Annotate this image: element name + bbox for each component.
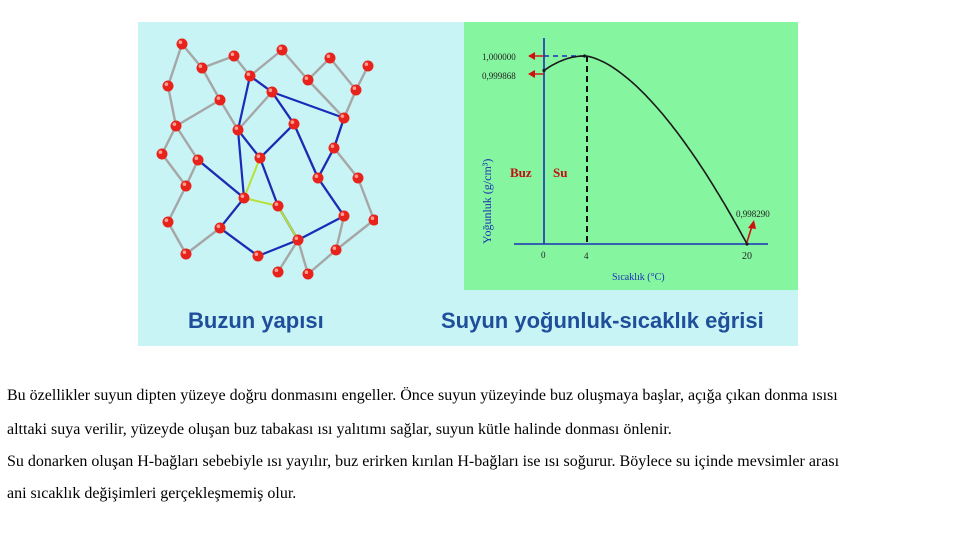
oxygen-atom (277, 45, 288, 56)
caption-ice-structure: Buzun yapısı (188, 308, 324, 333)
body-paragraph-line-2: alttaki suya verilir, yüzeyde oluşan buz tabakası ısı yalıtımı sağlar, suyun kütle halinde donması önlenir. (7, 421, 672, 438)
oxygen-atom (303, 75, 314, 86)
atom-highlight (305, 270, 309, 274)
oxygen-atom (267, 87, 278, 98)
unit-cell-edge (238, 130, 244, 198)
x-axis-label: Sıcaklık (°C) (612, 272, 665, 283)
lattice-bond (334, 148, 358, 178)
atom-highlight (315, 174, 319, 178)
unit-cell-edge (298, 216, 344, 240)
atom-highlight (371, 216, 375, 220)
atom-highlight (217, 96, 221, 100)
atom-highlight (333, 246, 337, 250)
atom-highlight (365, 62, 369, 66)
oxygen-atom (163, 217, 174, 228)
atom-highlight (231, 52, 235, 56)
unit-cell-edge (294, 124, 318, 178)
unit-cell-edge (318, 178, 344, 216)
lattice-bond (308, 250, 336, 274)
y-tick-ice: 0,999868 (482, 71, 516, 81)
lattice-bond (168, 44, 182, 86)
lattice-bond (168, 222, 186, 254)
annotation-20c-density: 0,998290 (736, 209, 770, 219)
atom-highlight (353, 86, 357, 90)
lattice-bond (176, 100, 220, 126)
y-tick-max: 1,000000 (482, 52, 516, 62)
atom-highlight (255, 252, 259, 256)
density-curve (544, 56, 747, 244)
atom-highlight (331, 144, 335, 148)
oxygen-atom (325, 53, 336, 64)
oxygen-atom (339, 211, 350, 222)
atom-highlight (355, 174, 359, 178)
arrowhead-ice-density (528, 70, 535, 78)
atom-highlight (195, 156, 199, 160)
lattice-bond (282, 50, 308, 80)
atom-highlight (183, 250, 187, 254)
region-label-ice: Buz (510, 165, 532, 180)
atom-highlight (235, 126, 239, 130)
ice-lattice-diagram (148, 28, 378, 288)
oxygen-atom (351, 85, 362, 96)
atom-highlight (247, 72, 251, 76)
atom-highlight (341, 212, 345, 216)
lattice-bond (202, 68, 220, 100)
density-point-1 (583, 54, 586, 57)
unit-cell-edge (220, 198, 244, 228)
atom-highlight (275, 268, 279, 272)
oxygen-atom (331, 245, 342, 256)
lattice-bond (250, 50, 282, 76)
oxygen-atom (239, 193, 250, 204)
lattice-bond (358, 178, 374, 220)
caption-density-curve: Suyun yoğunluk-sıcaklık eğrisi (441, 308, 764, 333)
hydrogen-bond (244, 158, 260, 198)
atom-highlight (305, 76, 309, 80)
atom-highlight (217, 224, 221, 228)
atom-highlight (165, 82, 169, 86)
lattice-bond (186, 228, 220, 254)
oxygen-atom (363, 61, 374, 72)
unit-cell-edge (220, 228, 258, 256)
lattice-bond (162, 154, 186, 186)
oxygen-atom (303, 269, 314, 280)
atom-highlight (183, 182, 187, 186)
density-point-2 (745, 242, 748, 245)
lattice-bond (168, 186, 186, 222)
unit-cell-edge (260, 124, 294, 158)
x-tick-4: 4 (584, 251, 589, 261)
density-temperature-chart (464, 22, 798, 290)
oxygen-atom (177, 39, 188, 50)
oxygen-atom (157, 149, 168, 160)
oxygen-atom (313, 173, 324, 184)
density-chart-panel (464, 22, 798, 290)
atom-highlight (291, 120, 295, 124)
oxygen-atom (181, 249, 192, 260)
oxygen-atom (215, 95, 226, 106)
body-paragraph-line-1: Bu özellikler suyun dipten yüzeye doğru donmasını engeller. Önce suyun yüzeyinde buz oluşmaya başlar, açığa çıkan donma ısısı (7, 387, 838, 404)
atom-highlight (199, 64, 203, 68)
oxygen-atom (233, 125, 244, 136)
atom-highlight (279, 46, 283, 50)
atom-highlight (173, 122, 177, 126)
lattice-bond (330, 58, 356, 90)
oxygen-atom (273, 201, 284, 212)
oxygen-atom (353, 173, 364, 184)
unit-cell-edge (198, 160, 244, 198)
atom-highlight (327, 54, 331, 58)
oxygen-atom (273, 267, 284, 278)
oxygen-atom (181, 181, 192, 192)
oxygen-atom (245, 71, 256, 82)
figure-panel (138, 22, 798, 346)
atom-highlight (295, 236, 299, 240)
atom-highlight (341, 114, 345, 118)
oxygen-atom (339, 113, 350, 124)
body-paragraph-line-3: Su donarken oluşan H-bağları sebebiyle ısı yayılır, buz erirken kırılan H-bağları ise ısı soğurur. Böylece su içinde mevsimler arası (7, 453, 840, 470)
hydrogen-bond (278, 206, 298, 240)
body-paragraph-line-4: ani sıcaklık değişimleri gerçekleşmemiş olur. (7, 485, 297, 502)
oxygen-atom (163, 81, 174, 92)
atom-highlight (165, 218, 169, 222)
density-point-0 (542, 69, 545, 72)
oxygen-atom (171, 121, 182, 132)
lattice-bond (168, 86, 176, 126)
lattice-bond (176, 126, 198, 160)
atom-highlight (257, 154, 261, 158)
atom-highlight (159, 150, 163, 154)
atom-highlight (241, 194, 245, 198)
y-axis-label: Yoğunluk (g/cm³) (480, 158, 494, 244)
atom-highlight (269, 88, 273, 92)
oxygen-atom (293, 235, 304, 246)
oxygen-atom (289, 119, 300, 130)
x-tick-20: 20 (742, 251, 752, 262)
oxygen-atom (197, 63, 208, 74)
oxygen-atom (193, 155, 204, 166)
oxygen-atom (215, 223, 226, 234)
atom-highlight (275, 202, 279, 206)
x-tick-0: 0 (541, 250, 546, 260)
oxygen-atom (253, 251, 264, 262)
arrowhead-max-density (528, 52, 535, 60)
atom-highlight (179, 40, 183, 44)
region-label-water: Su (553, 165, 568, 180)
oxygen-atom (229, 51, 240, 62)
oxygen-atom (329, 143, 340, 154)
arrowhead-20c-density (748, 220, 756, 229)
oxygen-atom (255, 153, 266, 164)
unit-cell-edge (260, 158, 278, 206)
